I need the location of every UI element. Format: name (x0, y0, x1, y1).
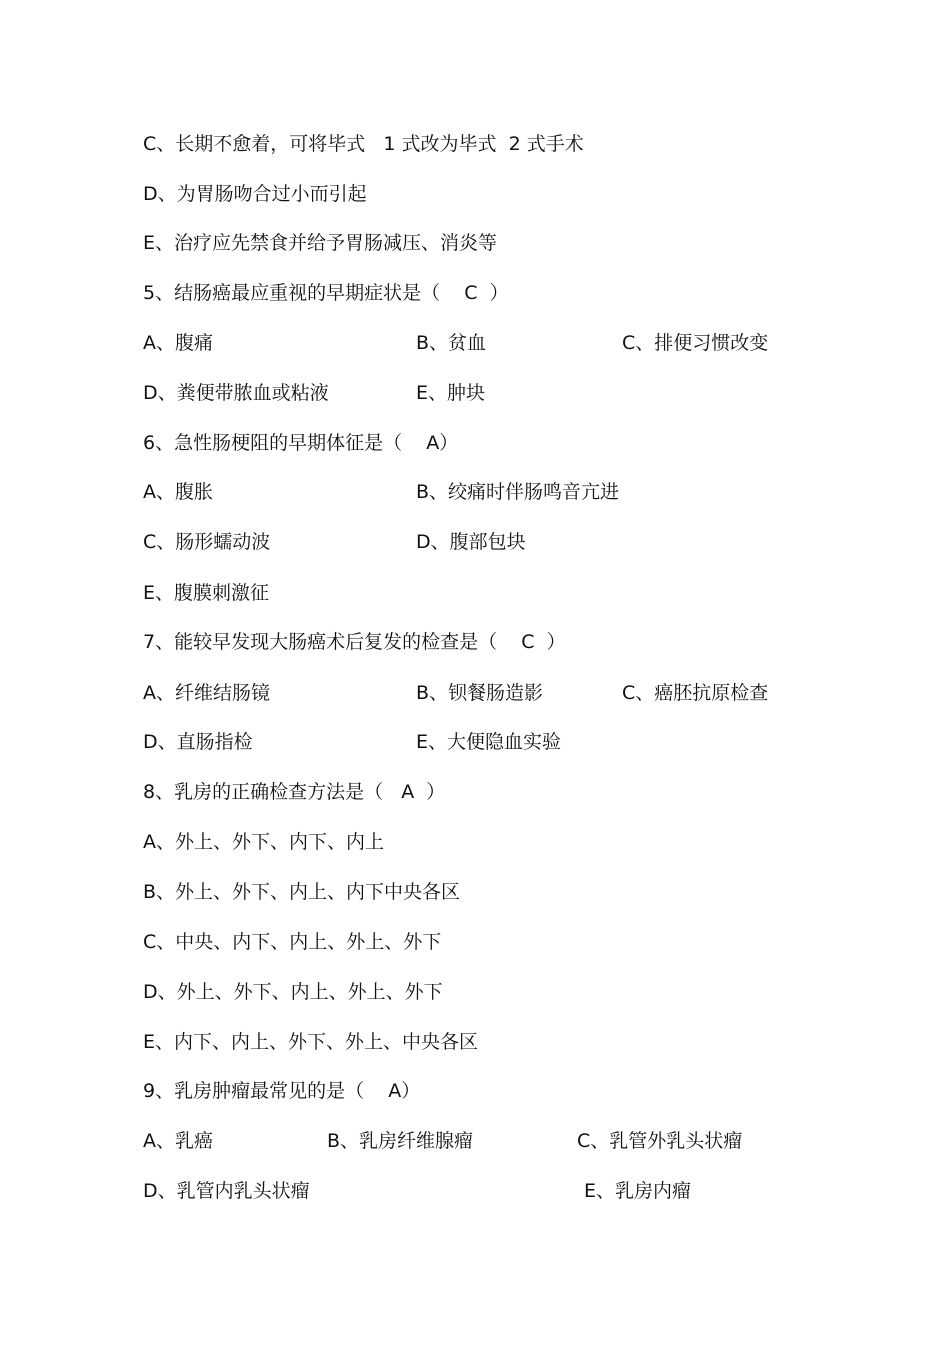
question-5: 5、结肠癌最应重视的早期症状是（ C ） (143, 282, 509, 304)
option-line: B、贫血 (416, 332, 487, 354)
option-line: C、长期不愈着，可将毕式 1 式改为毕式 2 式手术 (143, 133, 584, 155)
option-line: B、乳房纤维腺瘤 (327, 1130, 474, 1152)
option-line: D、直肠指检 (143, 731, 253, 753)
option-line: E、治疗应先禁食并给予胃肠减压、消炎等 (143, 232, 498, 254)
option-line: D、乳管内乳头状瘤 (143, 1180, 310, 1202)
option-line: D、腹部包块 (416, 531, 526, 553)
option-line: C、乳管外乳头状瘤 (577, 1130, 743, 1152)
option-line: E、内下、内上、外下、外上、中央各区 (143, 1031, 479, 1053)
option-line: B、外上、外下、内上、内下中央各区 (143, 881, 461, 903)
option-line: E、肿块 (416, 382, 486, 404)
option-line: C、中央、内下、内上、外上、外下 (143, 931, 442, 953)
option-line: A、腹痛 (143, 332, 213, 354)
option-line: A、纤维结肠镜 (143, 682, 270, 704)
option-line: E、乳房内瘤 (584, 1180, 692, 1202)
option-line: C、癌胚抗原检查 (622, 682, 769, 704)
option-line: D、粪便带脓血或粘液 (143, 382, 329, 404)
question-6: 6、急性肠梗阻的早期体征是（ A） (143, 432, 459, 454)
option-line: E、大便隐血实验 (416, 731, 562, 753)
option-line: D、为胃肠吻合过小而引起 (143, 183, 367, 205)
option-line: C、排便习惯改变 (622, 332, 769, 354)
question-8: 8、乳房的正确检查方法是（ A ） (143, 781, 446, 803)
option-line: D、外上、外下、内上、外上、外下 (143, 981, 443, 1003)
option-line: A、腹胀 (143, 481, 213, 503)
option-line: C、肠形蠕动波 (143, 531, 271, 553)
question-7: 7、能较早发现大肠癌术后复发的检查是（ C ） (143, 631, 566, 653)
option-line: A、外上、外下、内下、内上 (143, 831, 384, 853)
option-line: B、绞痛时伴肠鸣音亢进 (416, 481, 620, 503)
question-9: 9、乳房肿瘤最常见的是（ A） (143, 1080, 421, 1102)
option-line: B、钡餐肠造影 (416, 682, 544, 704)
option-line: E、腹膜刺激征 (143, 582, 270, 604)
option-line: A、乳癌 (143, 1130, 213, 1152)
